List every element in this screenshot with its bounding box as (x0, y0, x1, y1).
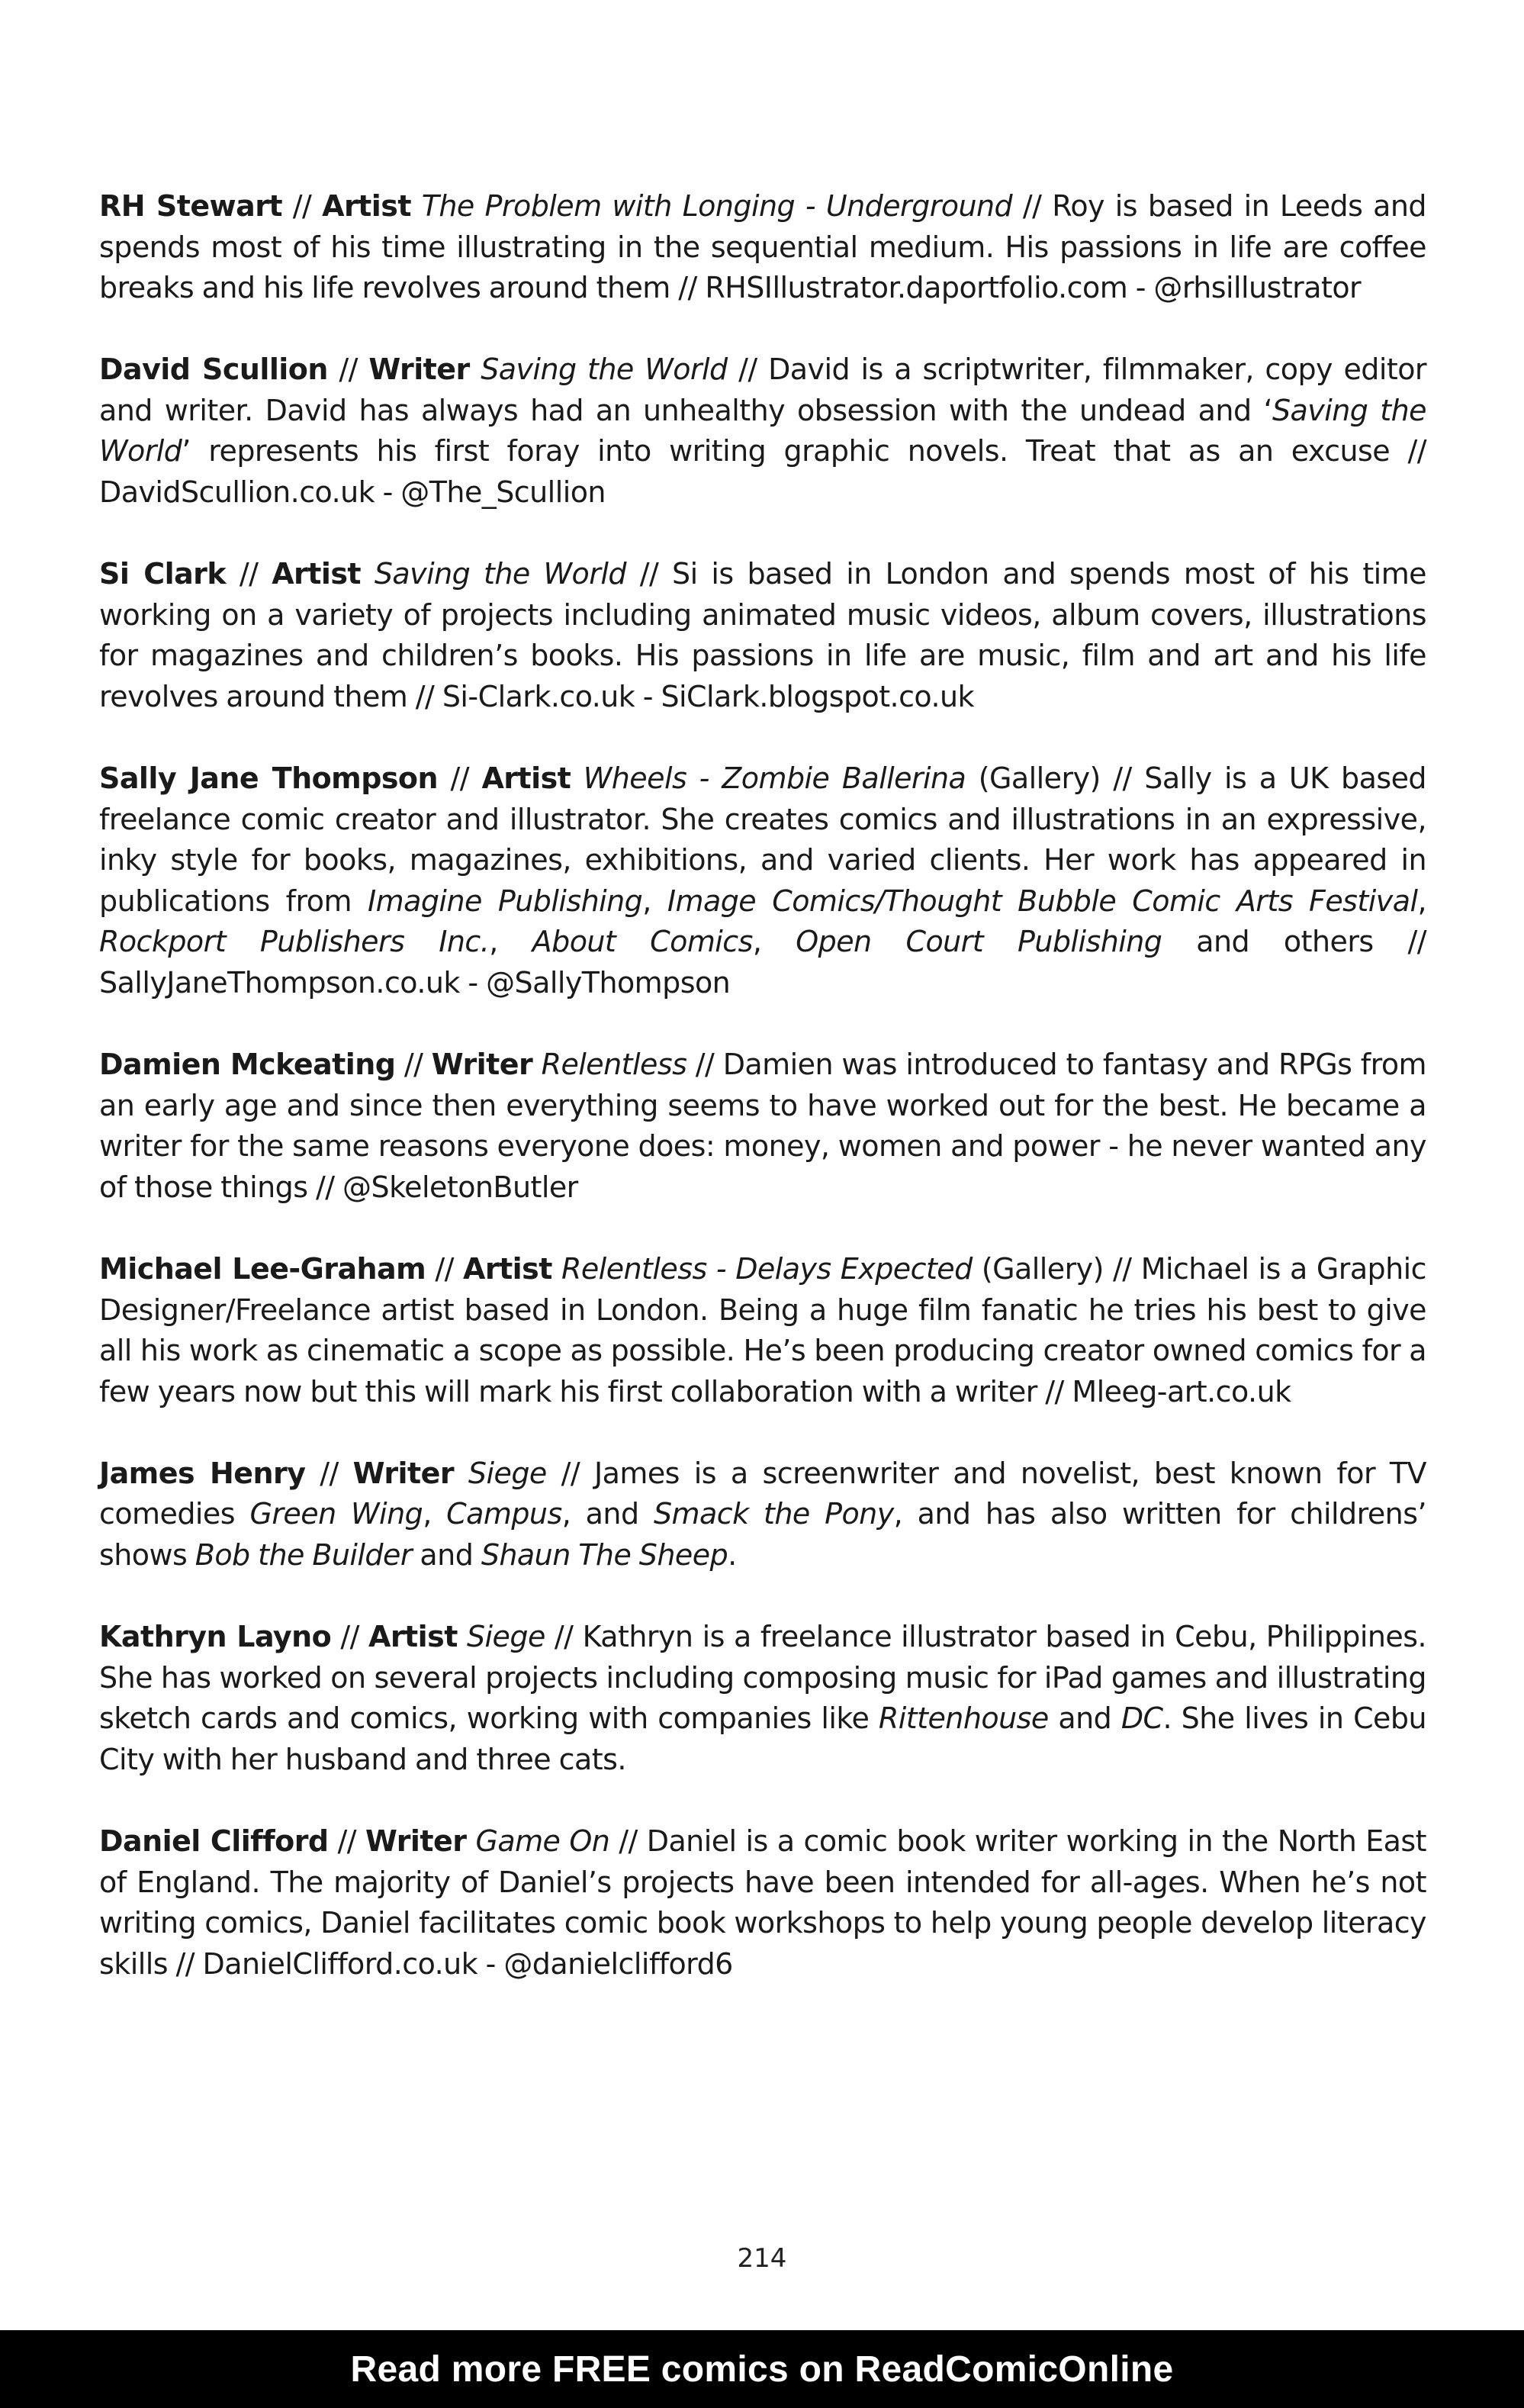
bio-name: Daniel Clifford (99, 1824, 329, 1858)
bio-title: Relentless - Delays Expected (561, 1251, 973, 1286)
bio-title: Saving the World (374, 557, 626, 591)
bio-title-suffix: (Gallery) (981, 1251, 1104, 1286)
page-number: 214 (737, 2243, 787, 2274)
bio-company: Rittenhouse (878, 1701, 1049, 1736)
bio-show: Green Wing (249, 1497, 423, 1531)
bio-role: Writer (368, 353, 470, 387)
bio-text: Damien was introduced to fantasy and RPGs from an early age and since then everything seems to have worked out for the best. He became a writer for the same reasons everyone does: money, women and power - he never wanted any of those things // @SkeletonButler (99, 1048, 1426, 1204)
bio-role: Artist (322, 189, 411, 223)
bio-text: David is a scriptwriter, filmmaker, copy editor and writer. David has always had an unhealthy obsession with the undead and ‘ (99, 353, 1426, 427)
bio-sally-jane-thompson: Sally Jane Thompson // Artist Wheels - Zombie Ballerina (Gallery) // Sally is a UK based freelance comic creator and illustrator. She creates comics and illustrations in an expressive, inky style for books, magazines, exhibitions, and varied clients. Her work has appeared in publications from Imagine Publishing, Image Comics/Thought Bubble Comic Arts Festival, Rockport Publishers Inc., About Comics, Open Court Publishing and others // SallyJaneThompson.co.uk - @SallyThompson (99, 761, 1427, 1000)
bio-michael-lee-graham: Michael Lee-Graham // Artist Relentless - Delays Expected (Gallery) // Michael is a Graphic Designer/Freelance artist based in London. Being a huge film fanatic he tries his best to give all his work as cinematic a scope as possible. He’s been producing creator owned comics for a few years now but this will mark his first collaboration with a writer // Mleeg-art.co.uk (99, 1251, 1427, 1408)
bio-name: Si Clark (99, 557, 227, 591)
bio-text: Si is based in London and spends most of his time working on a variety of projects including animated music videos, album covers, illustrations for magazines and children’s books. His passions in life are music, film and art and his life revolves around them // Si-Clark.co.uk - SiClark.blogspot.co.uk (99, 557, 1426, 713)
bio-role: Artist (463, 1251, 552, 1286)
bio-role: Artist (481, 761, 571, 796)
bio-publication: Rockport Publishers Inc. (99, 925, 490, 959)
bio-name: David Scullion (99, 353, 328, 387)
bio-david-scullion: David Scullion // Writer Saving the World // David is a scriptwriter, filmmaker, copy editor and writer. David has always had an unhealthy obsession with the undead and ‘Saving the World’ represents his first foray into writing graphic novels. Treat that as an excuse // DavidScullion.co.uk - @The_Scullion (99, 353, 1426, 510)
bio-title-suffix: (Gallery) (978, 761, 1101, 796)
bio-show: Smack the Pony (653, 1497, 894, 1531)
promo-banner-text[interactable]: Read more FREE comics on ReadComicOnline (350, 2348, 1174, 2390)
bio-text: . She lives in Cebu City with her husband and three cats. (99, 1701, 1426, 1776)
bio-title: Relentless (541, 1048, 687, 1082)
promo-banner[interactable] (0, 2330, 1524, 2408)
bio-name: James Henry (99, 1456, 306, 1490)
bio-role: Artist (272, 557, 362, 591)
bio-role: Artist (368, 1620, 458, 1654)
bio-title: Game On (475, 1824, 610, 1858)
bio-name: Michael Lee-Graham (99, 1251, 426, 1286)
bio-text: Kathryn is a freelance illustrator based in Cebu, Philippines. She has worked on several projects including composing music for iPad games and illustrating sketch cards and comics, working with companies like (99, 1620, 1426, 1736)
bio-role: Writer (365, 1824, 467, 1858)
bio-title: Wheels - Zombie Ballerina (583, 761, 966, 796)
bio-title: Saving the World (481, 353, 728, 387)
bio-company: DC (1120, 1701, 1163, 1736)
bio-publication: About Comics (532, 925, 753, 959)
bio-si-clark: Si Clark // Artist Saving the World // Si is based in London and spends most of his time working on a variety of projects including animated music videos, album covers, illustrations for magazines and children’s books. His passions in life are music, film and art and his life revolves around them // Si-Clark.co.uk - SiClark.blogspot.co.uk (99, 557, 1426, 713)
bio-role: Writer (352, 1456, 455, 1490)
bio-publication: Image Comics/Thought Bubble Comic Arts Festival (667, 884, 1418, 918)
bio-daniel-clifford: Daniel Clifford // Writer Game On // Daniel is a comic book writer working in the North East of England. The majority of Daniel’s projects have been intended for all-ages. When he’s not writing comics, Daniel facilitates comic book workshops to help young people develop literacy skills // DanielClifford.co.uk - @danielclifford6 (99, 1824, 1427, 1981)
bio-text: James is a screenwriter and novelist, best known for TV comedies (99, 1456, 1426, 1531)
bio-title: Siege (468, 1456, 547, 1490)
bio-name: Kathryn Layno (99, 1620, 332, 1654)
bio-james-henry: James Henry // Writer Siege // James is a screenwriter and novelist, best known for TV comedies Green Wing, Campus, and Smack the Pony, and has also written for childrens’ shows Bob the Builder and Shaun The Sheep. (99, 1456, 1426, 1573)
bio-kathryn-layno: Kathryn Layno // Artist Siege // Kathryn is a freelance illustrator based in Cebu, Philippines. She has worked on several projects including composing music for iPad games and illustrating sketch cards and comics, working with companies like Rittenhouse and DC. She lives in Cebu City with her husband and three cats. (99, 1620, 1426, 1776)
bio-text: and others // SallyJaneThompson.co.uk - @SallyThompson (99, 925, 1427, 1000)
bio-title: Siege (466, 1620, 545, 1654)
bio-rh-stewart: RH Stewart // Artist The Problem with Longing - Underground // Roy is based in Leeds and spends most of his time illustrating in the sequential medium. His passions in life are coffee breaks and his life revolves around them // RHSIllustrator.daportfolio.com - @rhsillustrator (99, 189, 1426, 305)
bio-damien-mckeating: Damien Mckeating // Writer Relentless // Damien was introduced to fantasy and RPGs from an early age and since then everything seems to have worked out for the best. He became a writer for the same reasons everyone does: money, women and power - he never wanted any of those things // @SkeletonButler (99, 1048, 1426, 1204)
bio-text: Sally is a UK based freelance comic creator and illustrator. She creates comics and illustrations in an expressive, inky style for books, magazines, exhibitions, and varied clients. Her work has appeared in publications from (99, 761, 1426, 918)
bio-text: Michael is a Graphic Designer/Freelance artist based in London. Being a huge film fanatic he tries his best to give all his work as cinematic a scope as possible. He’s been producing creator owned comics for a few years now but this will mark his first collaboration with a writer // Mleeg-art.co.uk (99, 1251, 1427, 1408)
bio-name: Sally Jane Thompson (99, 761, 438, 796)
bio-show: Bob the Builder (195, 1538, 412, 1573)
bio-list (99, 186, 1426, 2026)
bio-text: Daniel is a comic book writer working in the North East of England. The majority of Daniel’s projects have been intended for all-ages. When he’s not writing comics, Daniel facilitates comic book workshops to help young people develop literacy skills // DanielClifford.co.uk - @danielclifford6 (99, 1824, 1427, 1981)
bio-text: Roy is based in Leeds and spends most of his time illustrating in the sequential medium. His passions in life are coffee breaks and his life revolves around them // RHSIllustrator.daportfolio.com - @rhsillustrator (99, 189, 1426, 305)
bio-show: Campus (446, 1497, 562, 1531)
bio-text: , and has also written for childrens’ shows (99, 1497, 1426, 1573)
bio-italic-title: Saving the World (99, 393, 1426, 468)
bio-name: Damien Mckeating (99, 1048, 396, 1082)
bio-publication: Imagine Publishing (368, 884, 643, 918)
bio-role: Writer (431, 1048, 533, 1082)
bio-text: ’ represents his first foray into writing graphic novels. Treat that as an excuse // DavidScullion.co.uk - @The_Scullion (99, 434, 1426, 510)
bio-publication: Open Court Publishing (796, 925, 1162, 959)
bio-show: Shaun The Sheep (481, 1538, 728, 1573)
bio-title: The Problem with Longing - Underground (421, 189, 1013, 223)
bio-name: RH Stewart (99, 189, 283, 223)
